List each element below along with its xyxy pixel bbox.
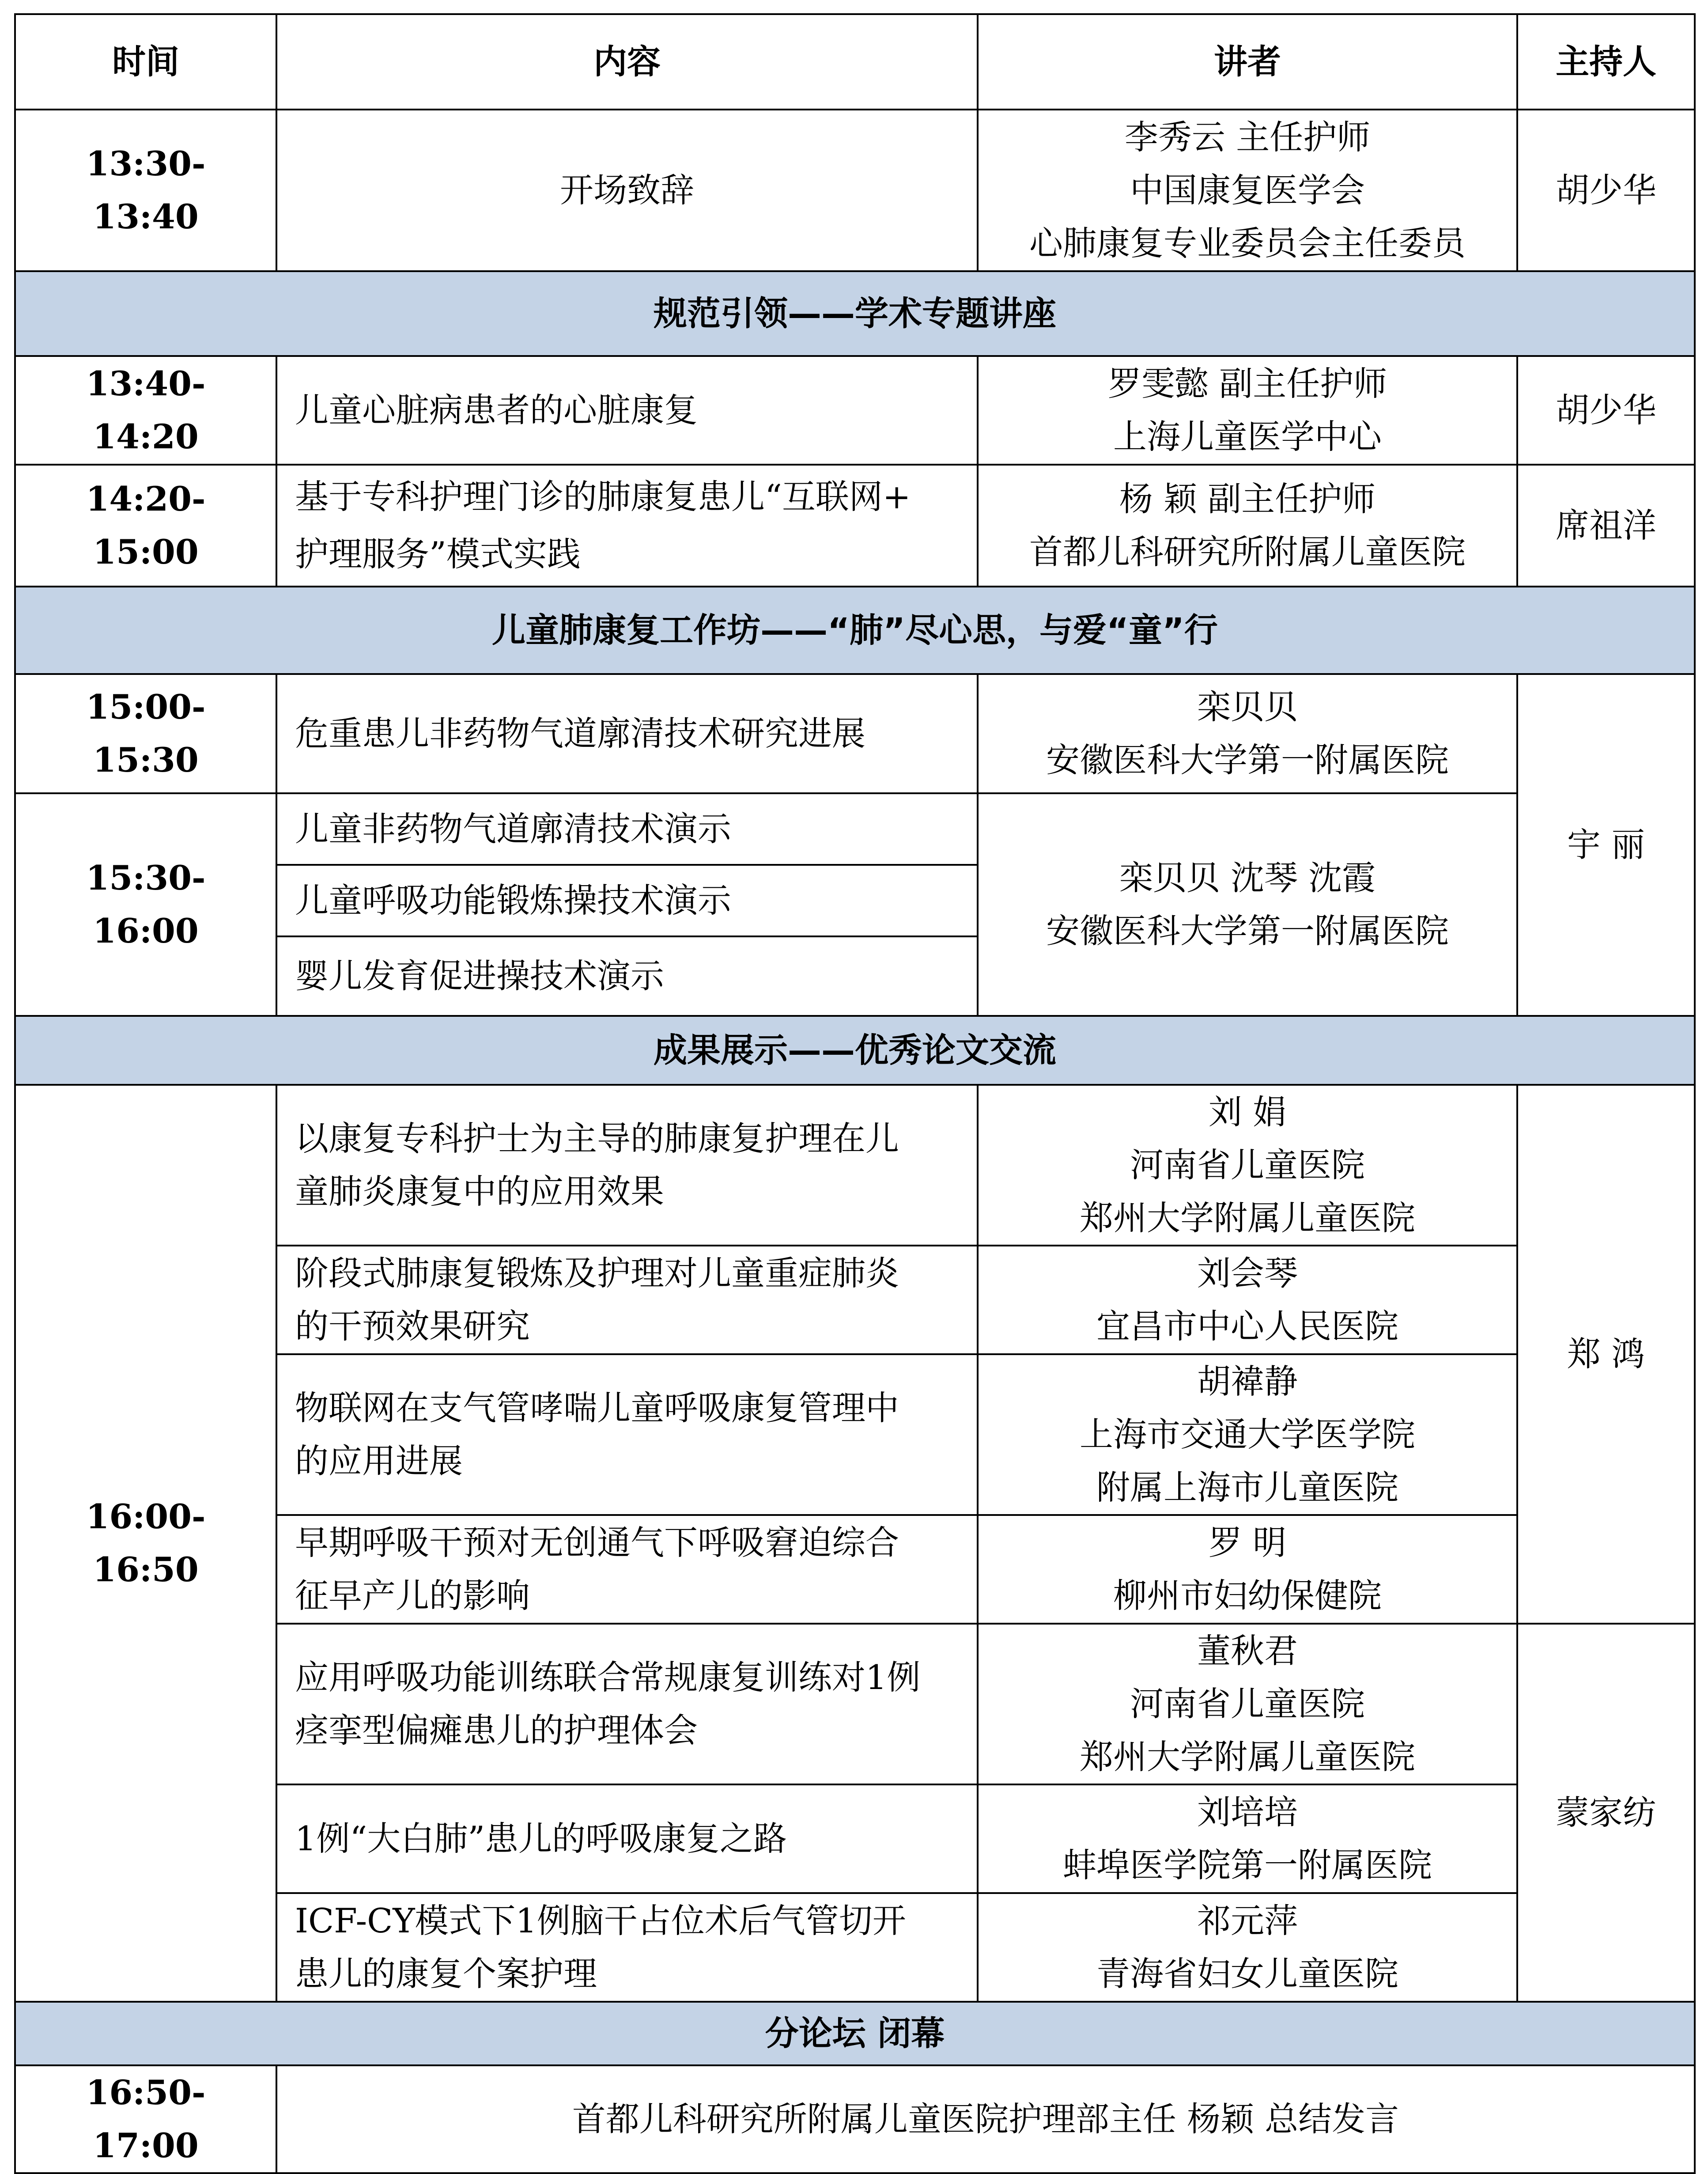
speaker-cell bbox=[978, 465, 1517, 587]
content-line: 阶段式肺康复锻炼及护理对儿童重症肺炎 bbox=[295, 1254, 899, 1293]
speaker-line: 祁元萍 bbox=[1197, 1901, 1298, 1940]
speaker-line: 中国康复医学会 bbox=[1130, 170, 1365, 210]
content-cell bbox=[276, 1784, 978, 1893]
content-cell bbox=[276, 465, 978, 587]
speaker-line: 刘 娟 bbox=[1208, 1092, 1287, 1132]
workshop-row bbox=[15, 674, 1695, 793]
section-header bbox=[15, 587, 1695, 674]
speaker-line: 李秀云 主任护师 bbox=[1124, 117, 1371, 157]
schedule-sheet bbox=[14, 13, 1694, 2174]
speaker-cell bbox=[978, 1515, 1517, 1624]
content-line: 1例“大白肺”患儿的呼吸康复之路 bbox=[295, 1819, 787, 1858]
section-header bbox=[15, 1016, 1695, 1085]
content-line: 物联网在支气管哮喘儿童呼吸康复管理中 bbox=[295, 1388, 899, 1428]
section-title: 规范引领——学术专题讲座 bbox=[15, 271, 1695, 356]
content-line: 痉挛型偏瘫患儿的护理体会 bbox=[295, 1711, 698, 1750]
content-line: 早期呼吸干预对无创通气下呼吸窘迫综合 bbox=[295, 1523, 899, 1562]
content-cell bbox=[276, 1246, 978, 1354]
speaker-line: 附属上海市儿童医院 bbox=[1096, 1468, 1398, 1507]
speaker-line: 心肺康复专业委员会主任委员 bbox=[1029, 223, 1466, 263]
section-header bbox=[15, 271, 1695, 356]
content-cell bbox=[276, 1354, 978, 1515]
host-cell: 胡少华 bbox=[1517, 356, 1695, 465]
speaker-line: 栾贝贝 沈琴 沈霞 bbox=[1119, 858, 1376, 898]
speaker-line: 刘会琴 bbox=[1197, 1254, 1298, 1293]
content-cell bbox=[276, 1515, 978, 1624]
lecture-row bbox=[15, 356, 1695, 465]
speaker-cell bbox=[978, 1624, 1517, 1784]
header-row bbox=[15, 14, 1695, 110]
time-cell: 16:00-16:50 bbox=[15, 1085, 276, 2002]
speaker-line: 栾贝贝 bbox=[1197, 687, 1298, 727]
content-line: 应用呼吸功能训练联合常规康复训练对1例 bbox=[295, 1658, 921, 1697]
header-speaker: 讲者 bbox=[978, 14, 1517, 110]
content-cell: 儿童非药物气道廓清技术演示 bbox=[276, 793, 978, 865]
speaker-cell bbox=[978, 1784, 1517, 1893]
header-time: 时间 bbox=[15, 14, 276, 110]
content-cell bbox=[276, 356, 978, 465]
speaker-cell bbox=[978, 110, 1517, 271]
content-cell: 儿童呼吸功能锻炼操技术演示 bbox=[276, 865, 978, 936]
content-line: 护理服务”模式实践 bbox=[295, 534, 581, 574]
closing-content-cell: 首都儿科研究所附属儿童医院护理部主任 杨颖 总结发言 bbox=[276, 2065, 1695, 2173]
speaker-line: 上海市交通大学医学院 bbox=[1080, 1415, 1415, 1454]
speaker-line: 刘培培 bbox=[1197, 1792, 1298, 1832]
content-cell bbox=[276, 1624, 978, 1784]
speaker-cell bbox=[978, 1246, 1517, 1354]
content-line: 儿童心脏病患者的心脏康复 bbox=[295, 390, 698, 430]
section-title: 分论坛 闭幕 bbox=[15, 2002, 1695, 2065]
speaker-line: 郑州大学附属儿童医院 bbox=[1080, 1198, 1415, 1238]
speaker-line: 蚌埠医学院第一附属医院 bbox=[1063, 1845, 1432, 1885]
content-line: 征早产儿的影响 bbox=[295, 1576, 530, 1615]
header-content: 内容 bbox=[276, 14, 978, 110]
speaker-line: 罗雯懿 副主任护师 bbox=[1107, 364, 1387, 403]
content-line: 的干预效果研究 bbox=[295, 1307, 530, 1346]
content-line: ICF-CY模式下1例脑干占位术后气管切开 bbox=[295, 1901, 906, 1940]
speaker-line: 上海儿童医学中心 bbox=[1113, 417, 1382, 456]
time-cell: 16:50-17:00 bbox=[15, 2065, 276, 2173]
section-title: 儿童肺康复工作坊——“肺”尽心思，与爱“童”行 bbox=[15, 587, 1695, 674]
host-cell: 胡少华 bbox=[1517, 110, 1695, 271]
speaker-line: 宜昌市中心人民医院 bbox=[1096, 1307, 1398, 1346]
content-line: 的应用进展 bbox=[295, 1441, 463, 1481]
speaker-line: 胡褘静 bbox=[1197, 1362, 1298, 1401]
content-line: 以康复专科护士为主导的肺康复护理在儿 bbox=[295, 1119, 899, 1158]
host-cell: 郑 鸿 bbox=[1517, 1085, 1695, 1624]
speaker-line: 罗 明 bbox=[1208, 1523, 1287, 1562]
content-line: 基于专科护理门诊的肺康复患儿“互联网+ bbox=[295, 477, 911, 516]
speaker-line: 青海省妇女儿童医院 bbox=[1096, 1954, 1398, 1993]
speaker-cell bbox=[978, 793, 1517, 1016]
speaker-line: 安徽医科大学第一附属医院 bbox=[1046, 740, 1449, 780]
closing-row bbox=[15, 2065, 1695, 2173]
lecture-row bbox=[15, 465, 1695, 587]
speaker-line: 河南省儿童医院 bbox=[1130, 1684, 1365, 1723]
content-cell bbox=[276, 1893, 978, 2002]
workshop-row bbox=[15, 793, 1695, 865]
host-cell: 席祖洋 bbox=[1517, 465, 1695, 587]
host-cell: 宇 丽 bbox=[1517, 674, 1695, 1016]
time-cell: 13:30-13:40 bbox=[15, 110, 276, 271]
speaker-line: 安徽医科大学第一附属医院 bbox=[1046, 911, 1449, 951]
content-cell: 危重患儿非药物气道廓清技术研究进展 bbox=[276, 674, 978, 793]
time-cell: 13:40-14:20 bbox=[15, 356, 276, 465]
time-cell: 15:30-16:00 bbox=[15, 793, 276, 1016]
speaker-line: 河南省儿童医院 bbox=[1130, 1145, 1365, 1185]
host-cell: 蒙家纺 bbox=[1517, 1624, 1695, 2002]
header-host: 主持人 bbox=[1517, 14, 1695, 110]
schedule-table bbox=[14, 13, 1696, 2174]
content-line: 患儿的康复个案护理 bbox=[295, 1954, 597, 1993]
opening-row bbox=[15, 110, 1695, 271]
section-header bbox=[15, 2002, 1695, 2065]
speaker-line: 柳州市妇幼保健院 bbox=[1113, 1576, 1382, 1615]
speaker-line: 郑州大学附属儿童医院 bbox=[1080, 1737, 1415, 1776]
content-line: 童肺炎康复中的应用效果 bbox=[295, 1172, 664, 1211]
time-cell: 15:00-15:30 bbox=[15, 674, 276, 793]
content-cell bbox=[276, 1085, 978, 1246]
paper-row bbox=[15, 1085, 1695, 1246]
content-cell: 开场致辞 bbox=[276, 110, 978, 271]
speaker-cell bbox=[978, 1893, 1517, 2002]
section-title: 成果展示——优秀论文交流 bbox=[15, 1016, 1695, 1085]
content-cell: 婴儿发育促进操技术演示 bbox=[276, 936, 978, 1016]
speaker-cell bbox=[978, 356, 1517, 465]
speaker-cell bbox=[978, 674, 1517, 793]
speaker-line: 董秋君 bbox=[1197, 1631, 1298, 1670]
speaker-line: 杨 颖 副主任护师 bbox=[1119, 479, 1376, 519]
speaker-cell bbox=[978, 1085, 1517, 1246]
speaker-cell bbox=[978, 1354, 1517, 1515]
time-cell: 14:20-15:00 bbox=[15, 465, 276, 587]
speaker-line: 首都儿科研究所附属儿童医院 bbox=[1029, 532, 1466, 572]
